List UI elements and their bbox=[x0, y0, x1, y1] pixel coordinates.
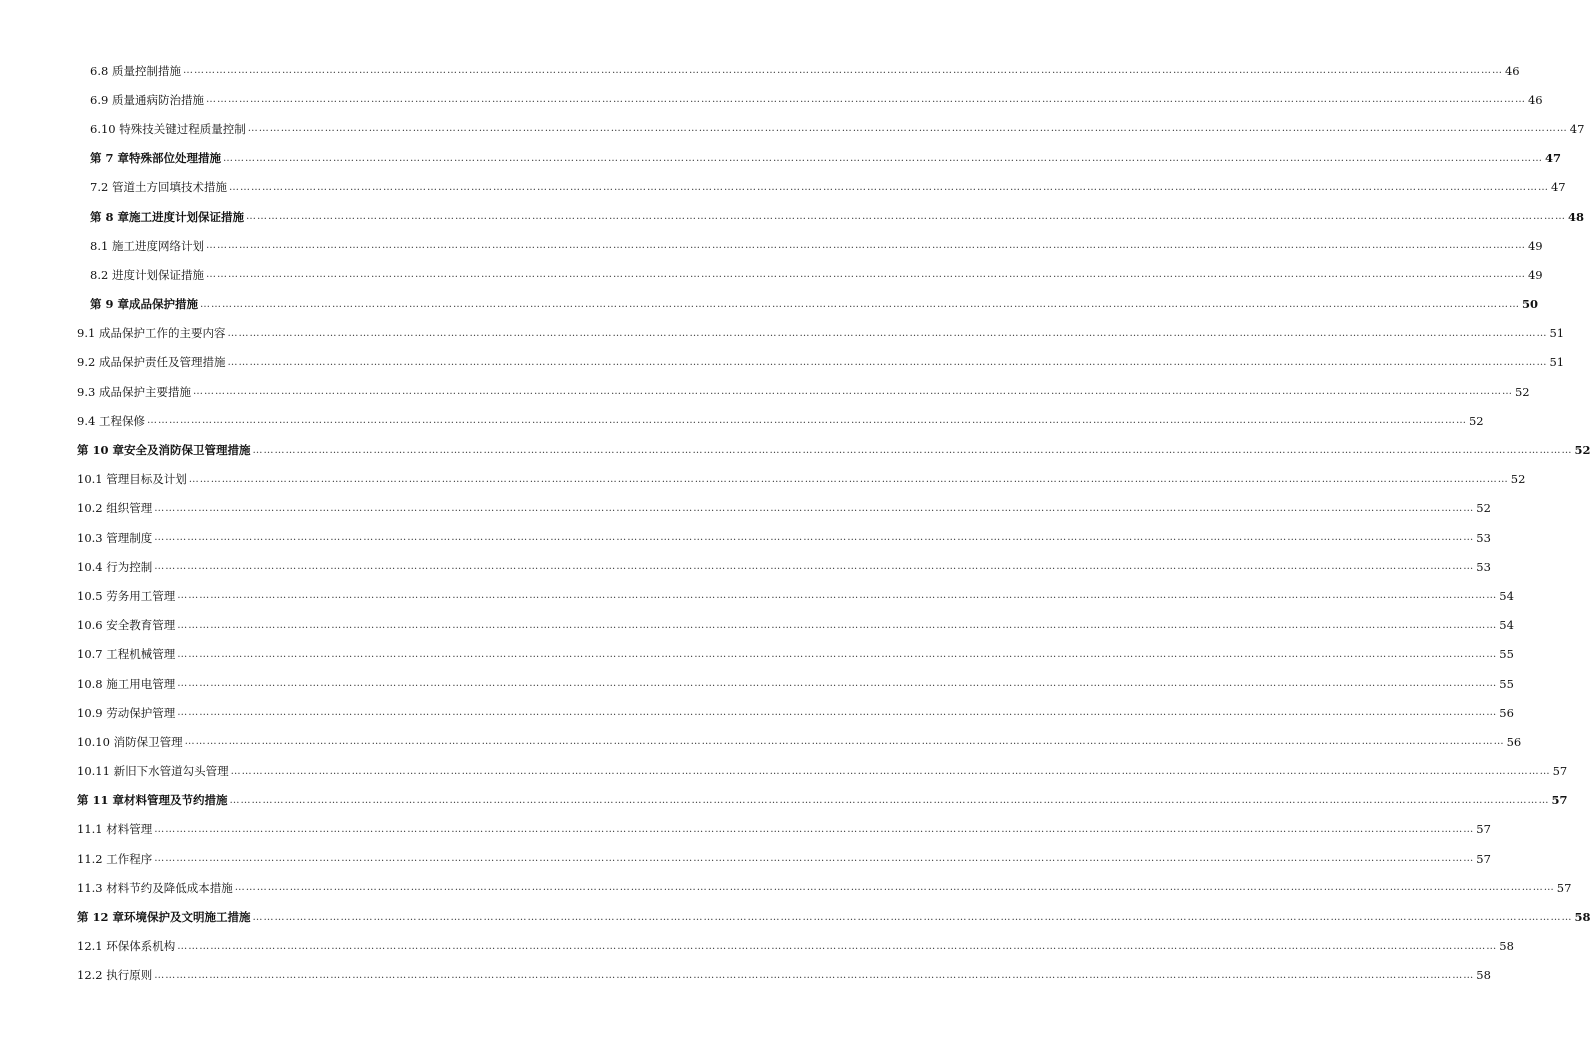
toc-page-number: 58 bbox=[1499, 939, 1514, 954]
toc-entry[interactable] bbox=[0, 581, 1514, 610]
toc-page-number: 51 bbox=[1549, 326, 1565, 341]
toc-entry[interactable] bbox=[0, 348, 1565, 377]
toc-entry-label: 9.4 工程保修 bbox=[77, 413, 145, 428]
toc-entry[interactable] bbox=[0, 494, 1491, 523]
toc-dot-leader: ……………………………………………………………………………………………………………………………………………………………………………………………………………………………………………………………………………………………………………………………… bbox=[227, 356, 1548, 368]
toc-page-number: 55 bbox=[1499, 676, 1514, 691]
toc-entry-label: 10.5 劳务用工管理 bbox=[77, 588, 176, 603]
toc-dot-leader: ……………………………………………………………………………………………………………………………………………………………………………………………………………………………………………………………………………………………………………………………… bbox=[188, 473, 1509, 485]
toc-dot-leader: ……………………………………………………………………………………………………………………………………………………………………………………………………………………………………………………………………………………………………………………………… bbox=[154, 969, 1475, 981]
toc-page-number: 56 bbox=[1499, 705, 1514, 720]
toc-entry-label: 12.1 环保体系机构 bbox=[77, 939, 176, 954]
toc-page-number: 57 bbox=[1556, 880, 1572, 895]
toc-page-number: 46 bbox=[1527, 92, 1543, 107]
toc-entry[interactable] bbox=[0, 757, 1568, 786]
toc-page-number: 58 bbox=[1476, 968, 1491, 983]
toc-dot-leader: ……………………………………………………………………………………………………………………………………………………………………………………………………………………………………………………………………………………………………………………………… bbox=[154, 561, 1475, 573]
toc-dot-leader: ……………………………………………………………………………………………………………………………………………………………………………………………………………………………………………………………………………………………………………………………… bbox=[252, 444, 1573, 456]
toc-entry[interactable] bbox=[0, 611, 1514, 640]
toc-dot-leader: ……………………………………………………………………………………………………………………………………………………………………………………………………………………………………………………………………………………………………………………………… bbox=[177, 707, 1498, 719]
toc-entry-label: 10.3 管理制度 bbox=[77, 530, 153, 545]
toc-entry[interactable] bbox=[0, 552, 1491, 581]
toc-entry[interactable] bbox=[0, 231, 1543, 260]
toc-entry-label: 9.2 成品保护责任及管理措施 bbox=[77, 355, 226, 370]
toc-page-number: 56 bbox=[1506, 734, 1522, 749]
toc-entry[interactable] bbox=[0, 465, 1526, 494]
toc-page-number: 57 bbox=[1552, 764, 1568, 779]
toc-dot-leader: ……………………………………………………………………………………………………………………………………………………………………………………………………………………………………………………………………………………………………………………………… bbox=[228, 181, 1549, 193]
toc-entry-label: 6.9 质量通病防治措施 bbox=[90, 92, 204, 107]
toc-entry[interactable] bbox=[0, 961, 1491, 990]
toc-entry[interactable] bbox=[0, 932, 1514, 961]
toc-dot-leader: ……………………………………………………………………………………………………………………………………………………………………………………………………………………………………………………………………………………………………………………………… bbox=[230, 765, 1551, 777]
toc-dot-leader: ……………………………………………………………………………………………………………………………………………………………………………………………………………………………………………………………………………………………………………………………… bbox=[247, 123, 1568, 135]
toc-entry[interactable] bbox=[0, 873, 1572, 902]
toc-entry[interactable] bbox=[0, 698, 1514, 727]
toc-entry-label: 10.11 新旧下水管道勾头管理 bbox=[77, 764, 229, 779]
toc-page-number: 53 bbox=[1476, 530, 1491, 545]
toc-entry-label: 第 8 章施工进度计划保证措施 bbox=[90, 209, 245, 224]
toc-entry[interactable] bbox=[0, 640, 1514, 669]
toc-page-number: 52 bbox=[1574, 443, 1591, 458]
toc-entry-label: 10.6 安全教育管理 bbox=[77, 618, 176, 633]
toc-entry-label: 10.1 管理目标及计划 bbox=[77, 472, 187, 487]
toc-entry[interactable] bbox=[0, 523, 1491, 552]
toc-page-number: 52 bbox=[1476, 501, 1491, 516]
toc-page-number: 49 bbox=[1527, 267, 1543, 282]
toc-dot-leader: ……………………………………………………………………………………………………………………………………………………………………………………………………………………………………………………………………………………………………………………………… bbox=[223, 152, 1544, 164]
toc-entry-label: 第 12 章环境保护及文明施工措施 bbox=[77, 910, 251, 925]
toc-entry[interactable] bbox=[0, 56, 1520, 85]
toc-dot-leader: ……………………………………………………………………………………………………………………………………………………………………………………………………………………………………………………………………………………………………………………………… bbox=[177, 648, 1498, 660]
toc-dot-leader: ……………………………………………………………………………………………………………………………………………………………………………………………………………………………………………………………………………………………………………………………… bbox=[227, 327, 1548, 339]
toc-page-number: 54 bbox=[1499, 618, 1514, 633]
toc-page-number: 48 bbox=[1568, 209, 1585, 224]
toc-page-number: 47 bbox=[1569, 121, 1585, 136]
toc-entry[interactable] bbox=[0, 85, 1543, 114]
toc-dot-leader: ……………………………………………………………………………………………………………………………………………………………………………………………………………………………………………………………………………………………………………………………… bbox=[205, 269, 1526, 281]
toc-entry[interactable] bbox=[0, 377, 1530, 406]
toc-dot-leader: ……………………………………………………………………………………………………………………………………………………………………………………………………………………………………………………………………………………………………………………………… bbox=[200, 298, 1521, 310]
toc-entry-label: 第 7 章特殊部位处理措施 bbox=[90, 151, 222, 166]
toc-entry-label: 8.2 进度计划保证措施 bbox=[90, 267, 204, 282]
toc-page-number: 52 bbox=[1510, 472, 1526, 487]
toc-entry-label: 6.10 特殊技关键过程质量控制 bbox=[90, 121, 246, 136]
toc-page-number: 55 bbox=[1499, 647, 1514, 662]
toc-entry[interactable] bbox=[0, 844, 1491, 873]
toc-entry[interactable] bbox=[0, 114, 1585, 143]
toc-entry-label: 12.2 执行原则 bbox=[77, 968, 153, 983]
toc-chapter-entry[interactable] bbox=[0, 144, 1562, 173]
toc-dot-leader: ……………………………………………………………………………………………………………………………………………………………………………………………………………………………………………………………………………………………………………………………… bbox=[205, 94, 1526, 106]
toc-dot-leader: ……………………………………………………………………………………………………………………………………………………………………………………………………………………………………………………………………………………………………………………………… bbox=[234, 882, 1555, 894]
toc-entry-label: 9.1 成品保护工作的主要内容 bbox=[77, 326, 226, 341]
toc-page-number: 58 bbox=[1574, 910, 1591, 925]
toc-dot-leader: ……………………………………………………………………………………………………………………………………………………………………………………………………………………………………………………………………………………………………………………………… bbox=[154, 502, 1475, 514]
toc-page-number: 50 bbox=[1522, 297, 1539, 312]
toc-entry-label: 11.3 材料节约及降低成本措施 bbox=[77, 880, 233, 895]
toc-entry-label: 8.1 施工进度网络计划 bbox=[90, 238, 204, 253]
toc-entry[interactable] bbox=[0, 815, 1491, 844]
toc-page-number: 57 bbox=[1476, 851, 1491, 866]
toc-page-number: 57 bbox=[1476, 822, 1491, 837]
toc-entry[interactable] bbox=[0, 173, 1566, 202]
toc-entry-label: 10.9 劳动保护管理 bbox=[77, 705, 176, 720]
toc-entry-label: 10.2 组织管理 bbox=[77, 501, 153, 516]
toc-dot-leader: ……………………………………………………………………………………………………………………………………………………………………………………………………………………………………………………………………………………………………………………………… bbox=[205, 240, 1526, 252]
toc-page-number: 53 bbox=[1476, 559, 1491, 574]
toc-dot-leader: ……………………………………………………………………………………………………………………………………………………………………………………………………………………………………………………………………………………………………………………………… bbox=[146, 415, 1467, 427]
toc-entry[interactable] bbox=[0, 669, 1514, 698]
toc-entry-label: 第 9 章成品保护措施 bbox=[90, 297, 199, 312]
toc-entry-label: 第 10 章安全及消防保卫管理措施 bbox=[77, 443, 251, 458]
toc-chapter-entry[interactable] bbox=[0, 902, 1591, 931]
toc-entry-label: 11.2 工作程序 bbox=[77, 851, 153, 866]
toc-entry-label: 10.7 工程机械管理 bbox=[77, 647, 176, 662]
toc-entry-label: 7.2 管道土方回填技术措施 bbox=[90, 180, 227, 195]
toc-page-number: 47 bbox=[1550, 180, 1566, 195]
toc-entry-label: 10.8 施工用电管理 bbox=[77, 676, 176, 691]
toc-dot-leader: ……………………………………………………………………………………………………………………………………………………………………………………………………………………………………………………………………………………………………………………………… bbox=[177, 619, 1498, 631]
toc-entry-label: 6.8 质量控制措施 bbox=[90, 63, 181, 78]
toc-chapter-entry[interactable] bbox=[0, 435, 1591, 464]
toc-dot-leader: ……………………………………………………………………………………………………………………………………………………………………………………………………………………………………………………………………………………………………………………………… bbox=[177, 590, 1498, 602]
toc-page-number: 52 bbox=[1514, 384, 1530, 399]
toc-chapter-entry[interactable] bbox=[0, 290, 1539, 319]
toc-entry[interactable] bbox=[0, 727, 1522, 756]
toc-chapter-entry[interactable] bbox=[0, 786, 1568, 815]
toc-entry-label: 10.4 行为控制 bbox=[77, 559, 153, 574]
toc-chapter-entry[interactable] bbox=[0, 202, 1585, 231]
toc-page-number: 51 bbox=[1549, 355, 1565, 370]
toc-entry-label: 第 11 章材料管理及节约措施 bbox=[77, 793, 228, 808]
toc-page-number: 57 bbox=[1551, 793, 1568, 808]
toc-entry[interactable] bbox=[0, 406, 1484, 435]
table-of-contents bbox=[0, 56, 1591, 990]
toc-dot-leader: ……………………………………………………………………………………………………………………………………………………………………………………………………………………………………………………………………………………………………………………………… bbox=[177, 678, 1498, 690]
toc-dot-leader: ……………………………………………………………………………………………………………………………………………………………………………………………………………………………………………………………………………………………………………………………… bbox=[246, 211, 1567, 223]
toc-page-number: 54 bbox=[1499, 588, 1514, 603]
toc-page-number: 49 bbox=[1527, 238, 1543, 253]
toc-entry-label: 10.10 消防保卫管理 bbox=[77, 734, 183, 749]
toc-entry[interactable] bbox=[0, 319, 1565, 348]
toc-dot-leader: ……………………………………………………………………………………………………………………………………………………………………………………………………………………………………………………………………………………………………………………………… bbox=[229, 794, 1550, 806]
toc-page-number: 47 bbox=[1545, 151, 1562, 166]
toc-entry[interactable] bbox=[0, 260, 1543, 289]
toc-page-number: 46 bbox=[1504, 63, 1520, 78]
toc-dot-leader: ……………………………………………………………………………………………………………………………………………………………………………………………………………………………………………………………………………………………………………………………… bbox=[182, 65, 1503, 77]
toc-entry-label: 9.3 成品保护主要措施 bbox=[77, 384, 191, 399]
toc-dot-leader: ……………………………………………………………………………………………………………………………………………………………………………………………………………………………………………………………………………………………………………………………… bbox=[252, 911, 1573, 923]
toc-dot-leader: ……………………………………………………………………………………………………………………………………………………………………………………………………………………………………………………………………………………………………………………………… bbox=[192, 386, 1513, 398]
toc-dot-leader: ……………………………………………………………………………………………………………………………………………………………………………………………………………………………………………………………………………………………………………………………… bbox=[177, 940, 1498, 952]
toc-page-number: 52 bbox=[1468, 413, 1484, 428]
toc-dot-leader: ……………………………………………………………………………………………………………………………………………………………………………………………………………………………………………………………………………………………………………………………… bbox=[154, 853, 1475, 865]
toc-dot-leader: ……………………………………………………………………………………………………………………………………………………………………………………………………………………………………………………………………………………………………………………………… bbox=[154, 532, 1475, 544]
toc-dot-leader: ……………………………………………………………………………………………………………………………………………………………………………………………………………………………………………………………………………………………………………………………… bbox=[184, 736, 1505, 748]
toc-entry-label: 11.1 材料管理 bbox=[77, 822, 153, 837]
toc-dot-leader: ……………………………………………………………………………………………………………………………………………………………………………………………………………………………………………………………………………………………………………………………… bbox=[154, 823, 1475, 835]
